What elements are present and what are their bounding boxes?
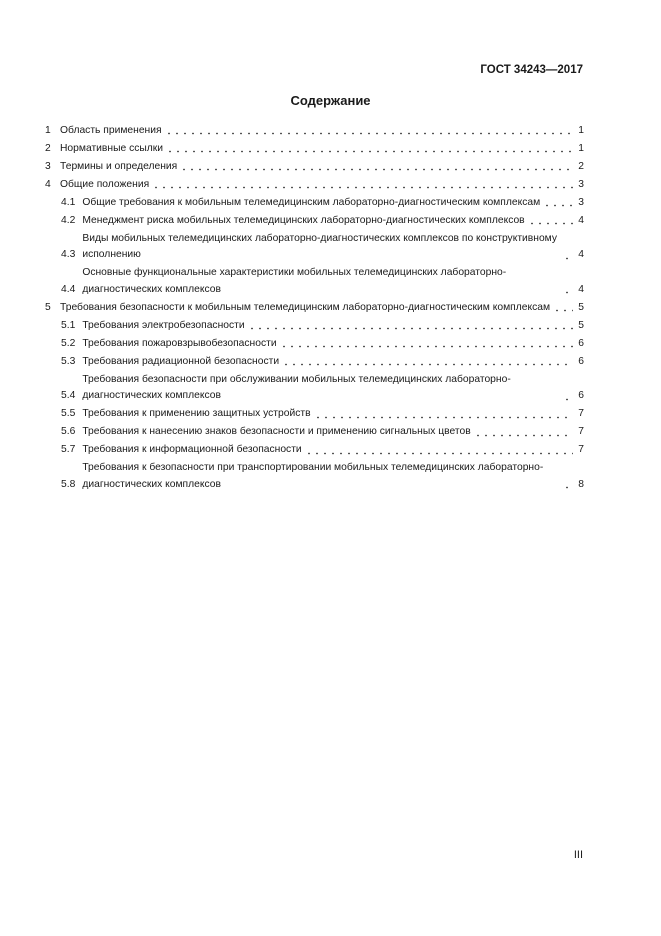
toc-entry-label: Требования к безопасности при транспортировании мобильных телемедицинских лабораторно-диагностических комплексов — [82, 462, 544, 490]
dot-leader — [563, 477, 573, 494]
toc-entry-label: Требования электробезопасности — [82, 319, 245, 331]
toc-entry-number: 4.4 — [61, 283, 76, 295]
toc-entry-label: Общие требования к мобильным телемедицинским лабораторно-диагностическим комплексам — [82, 196, 541, 208]
dot-leader — [553, 300, 573, 317]
toc-entry-number: 5.1 — [61, 319, 76, 331]
dot-leader — [180, 159, 573, 176]
toc-entry-label: Требования к применению защитных устройств — [82, 408, 311, 419]
dot-leader — [282, 354, 573, 371]
toc-entry-page: 3 — [578, 178, 584, 190]
toc-entry-number: 5 — [45, 301, 51, 313]
toc-entry-page: 7 — [578, 426, 584, 437]
toc-entry-number: 5.6 — [61, 426, 76, 437]
toc-entry-page: 6 — [578, 355, 584, 367]
toc-entry-number: 5.4 — [61, 390, 76, 401]
toc-entry-page: 4 — [578, 249, 584, 260]
toc-entry-5-4[interactable] — [45, 372, 584, 405]
toc-entry-number: 4 — [45, 178, 51, 190]
dot-leader — [474, 424, 573, 441]
dot-leader — [152, 177, 573, 194]
toc-entry-label: Область применения — [60, 124, 162, 136]
toc-entry-page: 4 — [578, 214, 584, 226]
toc-entry-page: 4 — [578, 283, 584, 295]
dot-leader — [563, 247, 573, 264]
toc-entry-1[interactable] — [45, 123, 584, 140]
toc-entry-number: 3 — [45, 160, 51, 172]
toc-entry-number: 5.5 — [61, 408, 76, 419]
toc-entry-label: Требования к нанесению знаков безопасности и применению сигнальных цветов — [82, 426, 471, 437]
toc-entry-4-4[interactable] — [45, 265, 584, 298]
dot-leader — [248, 318, 573, 335]
toc-entry-5-8[interactable] — [45, 460, 584, 493]
toc-entry-number: 5.8 — [61, 478, 76, 490]
toc-entry-5-2[interactable] — [45, 336, 584, 353]
toc-entry-5-7[interactable] — [45, 442, 584, 459]
toc-entry-label: Требования к информационной безопасности — [82, 444, 302, 455]
toc-entry-page: 5 — [578, 319, 584, 331]
toc-entry-page: 1 — [578, 142, 584, 154]
toc-entry-5-3[interactable] — [45, 354, 584, 371]
toc-entry-label: Требования безопасности к мобильным телемедицинским лабораторно-диагностическим комплексам — [60, 301, 551, 313]
dot-leader — [305, 442, 573, 459]
dot-leader — [280, 336, 573, 353]
dot-leader — [543, 195, 573, 212]
toc-entry-4-2[interactable] — [45, 213, 584, 230]
toc-entry-number: 4.2 — [61, 214, 76, 226]
dot-leader — [166, 141, 573, 158]
toc-entry-page: 8 — [578, 478, 584, 490]
toc-entry-4-3[interactable] — [45, 231, 584, 264]
toc-entry-label: Общие положения — [60, 178, 150, 190]
dot-leader — [165, 123, 573, 140]
toc-entry-number: 5.2 — [61, 337, 76, 349]
toc-entry-5[interactable] — [45, 300, 584, 317]
toc-entry-label: Нормативные ссылки — [60, 142, 164, 154]
dot-leader — [528, 213, 573, 230]
toc-entry-page: 7 — [578, 408, 584, 419]
toc-entry-5-1[interactable] — [45, 318, 584, 335]
toc-title: Содержание — [290, 93, 371, 108]
toc-entry-page: 6 — [578, 337, 584, 349]
toc-entry-label: Виды мобильных телемедицинских лабораторно-диагностических комплексов по конструктивному исполнению — [82, 232, 558, 260]
toc-entry-number: 5.3 — [61, 355, 76, 367]
toc-entry-3[interactable] — [45, 159, 584, 176]
toc-entry-page: 7 — [578, 444, 584, 455]
toc-entry-label: Основные функциональные характеристики мобильных телемедицинских лабораторно-диагностических комплексов — [82, 267, 507, 295]
toc-entry-number: 1 — [45, 124, 51, 136]
toc-entry-5-6[interactable] — [45, 424, 584, 441]
toc-entry-number: 4.1 — [61, 196, 76, 208]
table-of-contents — [45, 121, 584, 493]
toc-entry-2[interactable] — [45, 141, 584, 158]
document-code: ГОСТ 34243—2017 — [480, 64, 583, 76]
dot-leader — [563, 282, 573, 299]
toc-entry-label: Требования радиационной безопасности — [82, 355, 280, 367]
toc-entry-5-5[interactable] — [45, 406, 584, 423]
toc-entry-page: 6 — [578, 390, 584, 401]
page-number: III — [573, 849, 583, 861]
toc-entry-page: 1 — [578, 124, 584, 136]
toc-entry-page: 3 — [578, 196, 584, 208]
toc-entry-label: Термины и определения — [60, 160, 178, 172]
toc-entry-page: 5 — [578, 301, 584, 313]
toc-entry-number: 2 — [45, 142, 51, 154]
dot-leader — [314, 406, 573, 423]
toc-entry-number: 5.7 — [61, 444, 76, 455]
toc-entry-number: 4.3 — [61, 249, 76, 260]
toc-entry-page: 2 — [578, 160, 584, 172]
toc-entry-label: Требования пожаровзрывобезопасности — [82, 337, 277, 349]
toc-entry-4-1[interactable] — [45, 195, 584, 212]
toc-entry-label: Менеджмент риска мобильных телемедицинских лабораторно-диагностических комплексов — [82, 214, 525, 226]
toc-entry-4[interactable] — [45, 177, 584, 194]
toc-entry-label: Требования безопасности при обслуживании мобильных телемедицинских лабораторно-диагностических комплексов — [82, 373, 511, 401]
dot-leader — [563, 388, 573, 405]
